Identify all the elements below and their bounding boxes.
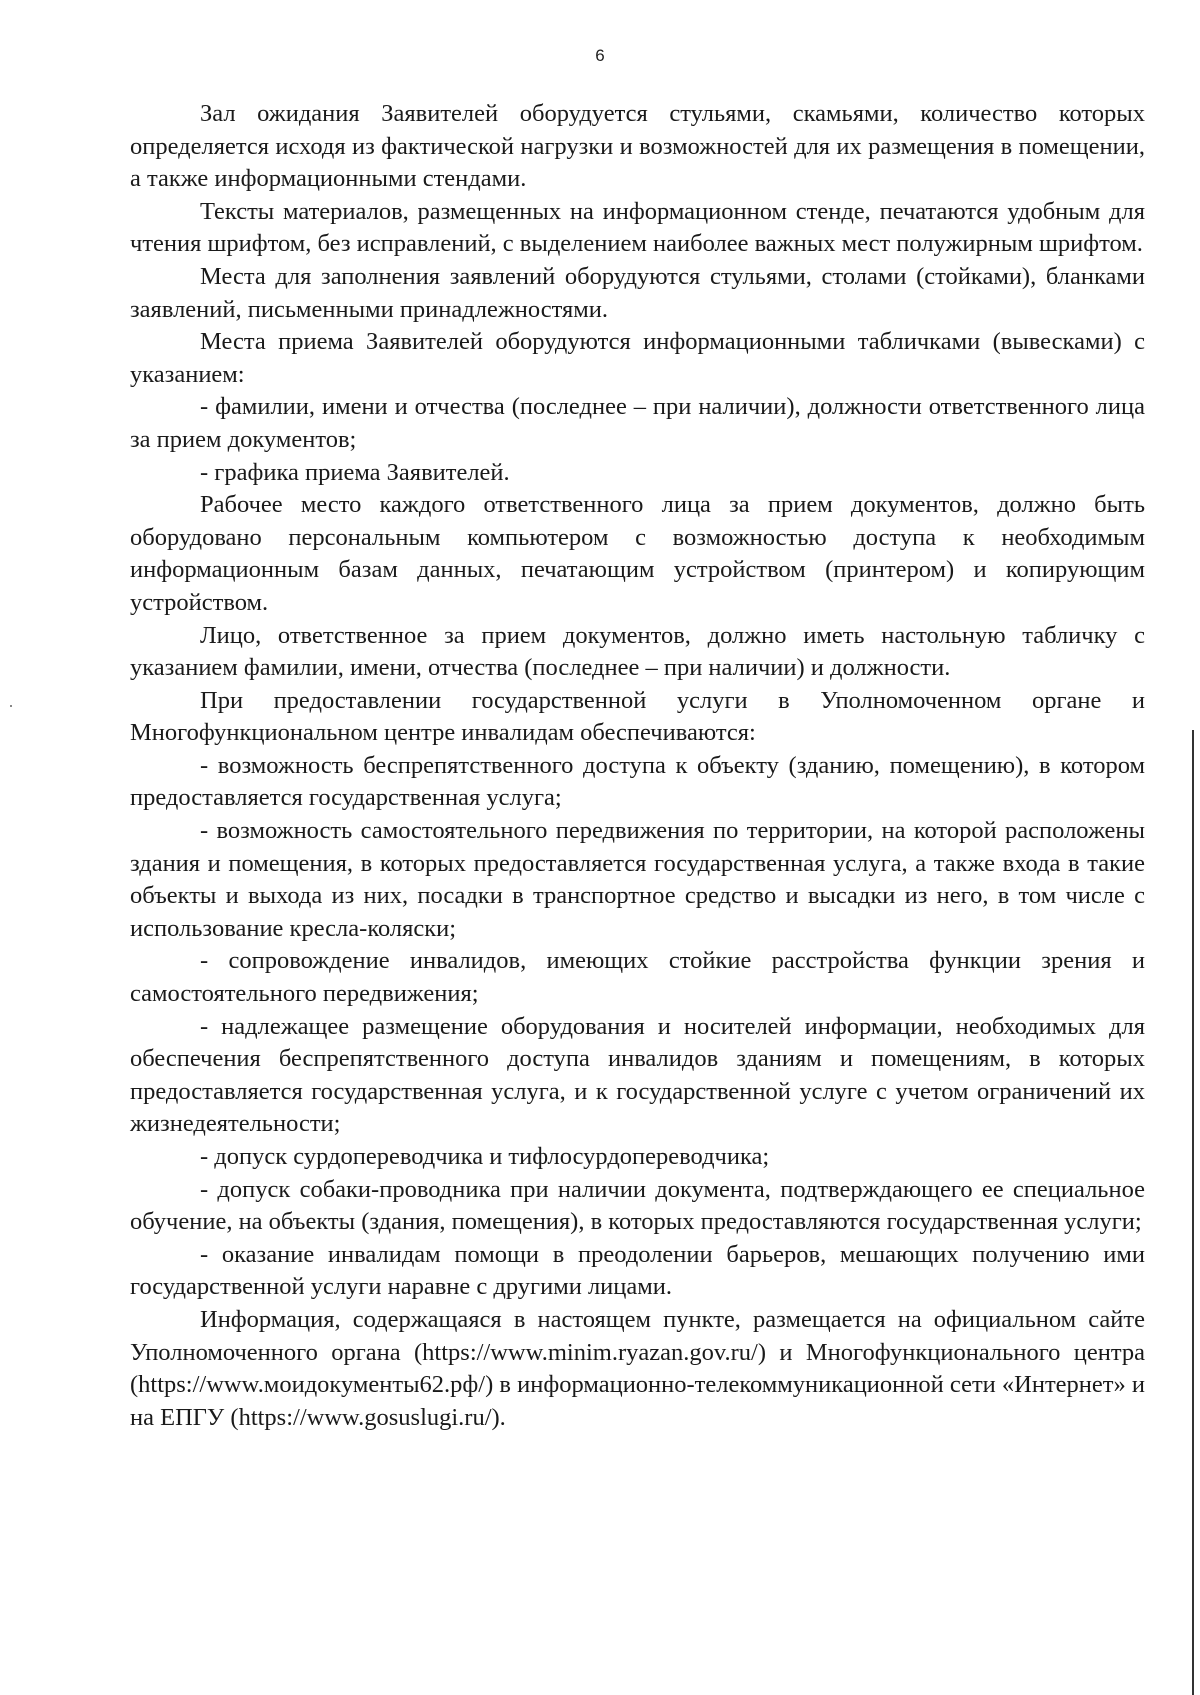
paragraph-waiting-hall: Зал ожидания Заявителей оборудуется стульями, скамьями, количество которых определяется исходя из фактической нагрузки и возможностей для их размещения в помещении, а также информационными стендами. xyxy=(130,100,1145,193)
paragraph-form-filling-places: Места для заполнения заявлений оборудуются стульями, столами (стойками), бланками заявлений, письменными принадлежностями. xyxy=(130,262,1145,323)
list-item-sign-interpreter: - допуск сурдопереводчика и тифлосурдопереводчика; xyxy=(200,1143,770,1170)
list-item-responsible-person-name: - фамилии, имени и отчества (последнее – при наличии), должности ответственного лица за прием документов; xyxy=(130,393,1145,453)
list-item-independent-movement: - возможность самостоятельного передвижения по территории, на которой расположены здания и помещения, в которых предоставляется государственная услуга, а также входа в такие объекты и выхода из них, посадки в транспортное средство и высадки из него, в том числе с использование кресла-коляски; xyxy=(130,817,1145,942)
paragraph-stand-texts: Тексты материалов, размещенных на информационном стенде, печатаются удобным для чтения шрифтом, без исправлений, с выделением наиболее важных мест полужирным шрифтом. xyxy=(130,197,1145,258)
list-item-guide-dog: - допуск собаки-проводника при наличии документа, подтверждающего ее специальное обучение, на объекты (здания, помещения), в которых предоставляются государственная услуги; xyxy=(130,1175,1145,1236)
scan-edge-line xyxy=(1192,730,1194,1695)
scan-speck xyxy=(10,705,12,707)
list-item-barrier-assistance: - оказание инвалидам помощи в преодолении барьеров, мешающих получению ими государственной услуги наравне с другими лицами. xyxy=(130,1240,1145,1301)
document-body xyxy=(130,98,1145,1434)
list-item-reception-schedule: - графика приема Заявителей. xyxy=(200,458,510,486)
list-item-escort: - сопровождение инвалидов, имеющих стойкие расстройства функции зрения и самостоятельного передвижения; xyxy=(130,947,1145,1008)
paragraph-desk-plate: Лицо, ответственное за прием документов, должно иметь настольную табличку с указанием фамилии, имени, отчества (последнее – при наличии) и должности. xyxy=(130,621,1145,682)
paragraph-reception-places: Места приема Заявителей оборудуются информационными табличками (вывесками) с указанием: xyxy=(130,328,1145,388)
list-item-unobstructed-access: - возможность беспрепятственного доступа к объекту (зданию, помещению), в котором предоставляется государственная услуга; xyxy=(130,751,1145,812)
list-item-equipment-placement: - надлежащее размещение оборудования и носителей информации, необходимых для обеспечения беспрепятственного доступа инвалидов зданиям и помещениям, в которых предоставляется государственная услуга, и к государственной услуге с учетом ограничений их жизнедеятельности; xyxy=(130,1012,1145,1138)
paragraph-information-publication: Информация, содержащаяся в настоящем пункте, размещается на официальном сайте Уполномоченного органа (https://www.minim.ryazan.gov.ru/) и Многофункционального центра (https://www.моидокументы62.рф/) в информационно-телекоммуникационной сети «Интернет» и на ЕПГУ (https://www.gosuslugi.ru/). xyxy=(130,1305,1145,1431)
paragraph-disabled-provisions: При предоставлении государственной услуги в Уполномоченном органе и Многофункциональном центре инвалидам обеспечиваются: xyxy=(130,686,1145,747)
paragraph-workplace: Рабочее место каждого ответственного лица за прием документов, должно быть оборудовано персональным компьютером с возможностью доступа к необходимым информационным базам данных, печатающим устройством (принтером) и копирующим устройством. xyxy=(130,491,1145,616)
page-number: 6 xyxy=(595,46,605,65)
